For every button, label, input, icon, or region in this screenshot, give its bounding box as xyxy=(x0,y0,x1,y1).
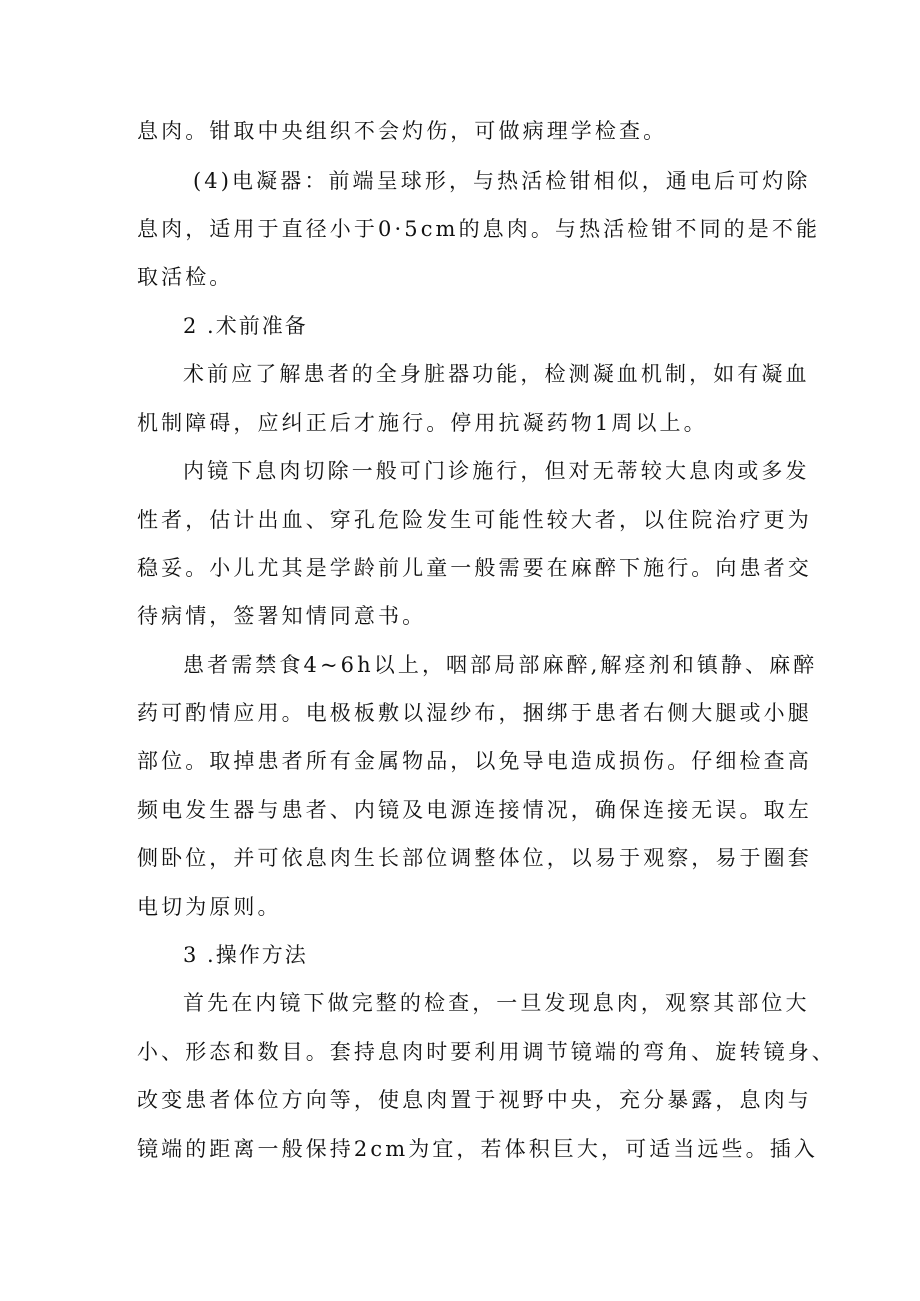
text-line: 侧卧位，并可依息肉生长部位调整体位，以易于观察，易于圈套 xyxy=(137,846,812,870)
section-heading: 3 .操作方法 xyxy=(183,943,308,967)
text-line: 机制障碍，应纠正后才施行。停用抗凝药物1周以上。 xyxy=(137,411,708,435)
text-line: 首先在内镜下做完整的检查，一旦发现息肉，观察其部位大 xyxy=(183,991,810,1015)
text-line: 药可酌情应用。电极板敷以湿纱布，捆绑于患者右侧大腿或小腿 xyxy=(137,701,812,725)
text-line: 息肉。钳取中央组织不会灼伤，可做病理学检查。 xyxy=(137,119,668,143)
text-line: 改变患者体位方向等，使息肉置于视野中央，充分暴露，息肉与 xyxy=(137,1088,812,1112)
text-line: 部位。取掉患者所有金属物品，以免导电造成损伤。仔细检查高 xyxy=(137,749,812,773)
text-line: 待病情，签署知情同意书。 xyxy=(137,604,427,628)
section-heading: 2 .术前准备 xyxy=(183,314,308,338)
text-line: 电切为原则。 xyxy=(137,895,282,919)
text-line: 内镜下息肉切除一般可门诊施行，但对无蒂较大息肉或多发 xyxy=(183,459,810,483)
text-line: 息肉，适用于直径小于0·5cm的息肉。与热活检钳不同的是不能 xyxy=(137,217,821,241)
text-line: 性者，估计出血、穿孔危险发生可能性较大者，以住院治疗更为 xyxy=(137,508,812,532)
text-line: 镜端的距离一般保持2cm为宜，若体积巨大，可适当远些。插入 xyxy=(137,1137,818,1161)
text-line: (4)电凝器：前端呈球形，与热活检钳相似，通电后可灼除 xyxy=(193,169,811,193)
text-line: 患者需禁食4~6h以上，咽部局部麻醉,解痉剂和镇静、麻醉 xyxy=(183,653,818,677)
text-line: 小、形态和数目。套持息肉时要利用调节镜端的弯角、旋转镜身、 xyxy=(137,1040,836,1064)
text-line: 频电发生器与患者、内镜及电源连接情况，确保连接无误。取左 xyxy=(137,798,812,822)
text-line: 取活检。 xyxy=(137,265,234,289)
text-line: 稳妥。小儿尤其是学龄前儿童一般需要在麻醉下施行。向患者交 xyxy=(137,556,812,580)
text-line: 术前应了解患者的全身脏器功能，检测凝血机制，如有凝血 xyxy=(183,362,810,386)
